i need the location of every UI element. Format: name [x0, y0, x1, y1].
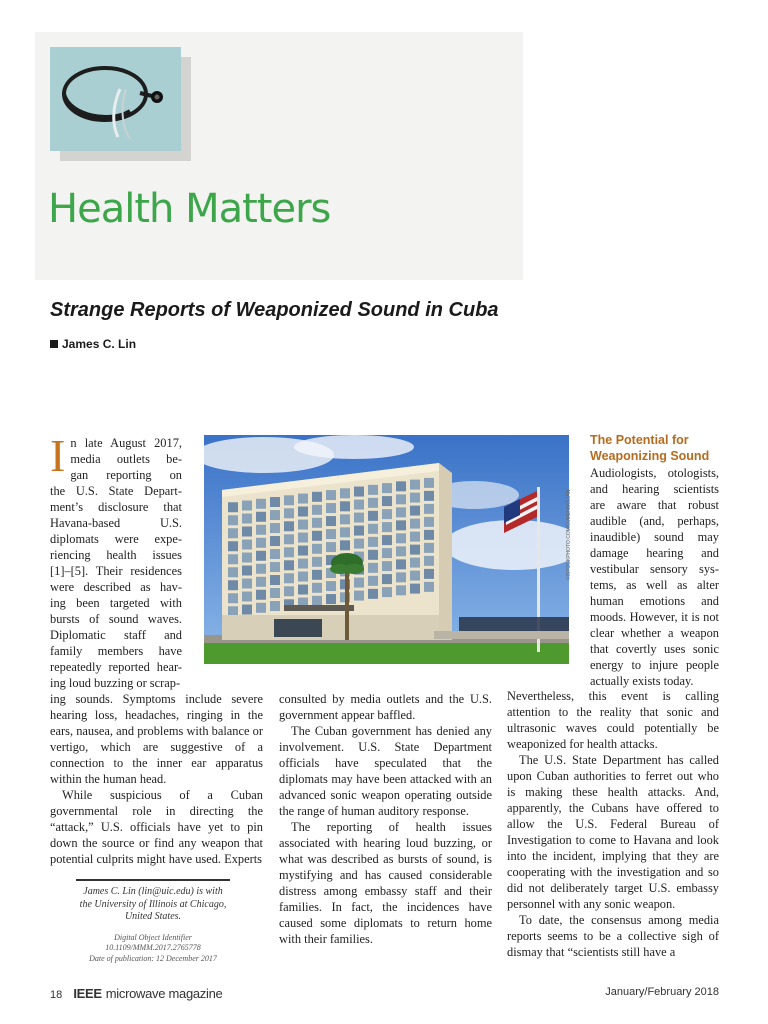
paragraph: The U.S. State Department has called upon Cuban authorities to ferret out who is making these health attacks. And, apparently, the Cubans have offered to allow the U.S. Federal Bureau of Investigation to come to Havana and look into the incident, implying that they are cooperating with the investigation and so did not deliberately target U.S. embassy personnel with any sonic weapon.	[507, 753, 719, 911]
window	[396, 481, 406, 491]
doi: Digital Object Identifier 10.1109/MMM.2017.2765778	[105, 932, 201, 952]
window	[326, 594, 336, 604]
text-line: energy to injure people	[590, 658, 719, 672]
window	[228, 580, 238, 590]
col3-wrapped-lines	[590, 465, 719, 689]
text-line: [1]–[5]. Their residences	[50, 564, 182, 578]
window	[410, 558, 420, 568]
paragraph: The Cuban government has denied any involvement. U.S. State Department officials have speculated that the diplomats may have been attacked with an advanced sonic weapon operating outside the range of human auditory response.	[279, 724, 492, 818]
author-name: James C. Lin	[62, 337, 137, 351]
window	[256, 499, 266, 509]
window	[340, 488, 350, 498]
window	[354, 591, 364, 601]
text-line: media outlets be-	[70, 452, 182, 466]
window	[242, 553, 252, 563]
window	[410, 571, 420, 581]
text-line: n late August 2017,	[70, 436, 182, 450]
window	[242, 579, 252, 589]
column-title: Health Matters	[48, 186, 331, 232]
window	[368, 524, 378, 534]
window	[368, 537, 378, 547]
window	[270, 497, 280, 507]
text-line: were described as hav-	[50, 580, 182, 594]
window	[242, 527, 252, 537]
text-line: Diplomatic staff and	[50, 628, 182, 642]
window	[396, 533, 406, 543]
window	[396, 507, 406, 517]
window	[340, 514, 350, 524]
window	[410, 493, 420, 503]
paragraph: ing sounds. Symptoms include severe hearing loss, headaches, ringing in the ears, nausea, and problems with balance or vertigo, which are suggestive of a connection to the inner ear apparatus within the human head.	[50, 692, 263, 786]
text-line: are aware that robust	[590, 498, 719, 512]
doi-info	[76, 933, 230, 965]
photo-credit: ©ISTOCKPHOTO.COM/LUMENSOLIAN	[566, 489, 572, 580]
window	[326, 503, 336, 513]
section-heading: The Potential for Weaponizing Sound	[590, 433, 710, 463]
window	[326, 542, 336, 552]
drop-cap: I	[50, 430, 66, 481]
window	[382, 483, 392, 493]
window	[354, 578, 364, 588]
window	[298, 533, 308, 543]
publication-date: Date of publication: 12 December 2017	[89, 953, 217, 963]
window	[270, 510, 280, 520]
window	[326, 529, 336, 539]
window	[410, 545, 420, 555]
byline-square-icon	[50, 340, 58, 348]
footer-left	[50, 986, 222, 1001]
text-line: ing loud buzzing or scrap-	[50, 676, 181, 690]
window	[284, 495, 294, 505]
window	[256, 590, 266, 600]
text-line: audible (and, perhaps,	[590, 514, 719, 528]
window	[424, 556, 434, 566]
window	[326, 516, 336, 526]
window	[284, 508, 294, 518]
window	[242, 605, 252, 615]
window	[298, 520, 308, 530]
window	[312, 518, 322, 528]
paragraph: Nevertheless, this event is calling attention to the reality that sonic and ultrasonic waves could potentially be weaponized for health attacks.	[507, 689, 719, 751]
embassy-photo	[204, 435, 569, 664]
column-3-body	[507, 688, 719, 960]
window	[228, 541, 238, 551]
window	[340, 501, 350, 511]
stethoscope-icon	[50, 47, 181, 151]
window	[298, 494, 308, 504]
window	[368, 511, 378, 521]
window	[382, 522, 392, 532]
article-title: Strange Reports of Weaponized Sound in Cuba	[50, 299, 499, 321]
window	[312, 596, 322, 606]
issue-date: January/February 2018	[605, 986, 719, 998]
window	[354, 513, 364, 523]
text-line: repeatedly reported hear-	[50, 660, 182, 674]
window	[396, 494, 406, 504]
text-line: the U.S. State Depart-	[50, 484, 182, 498]
window	[270, 549, 280, 559]
window	[270, 562, 280, 572]
text-line: tems, as well as alter	[590, 578, 719, 592]
window	[326, 490, 336, 500]
column-3-top	[590, 432, 719, 689]
window	[382, 509, 392, 519]
window	[298, 585, 308, 595]
text-line: moods. However, it is not	[590, 610, 719, 624]
text-line: diplomats were expe-	[50, 532, 182, 546]
window	[424, 543, 434, 553]
window	[312, 531, 322, 541]
window	[312, 544, 322, 554]
window	[298, 546, 308, 556]
window	[382, 574, 392, 584]
window	[270, 601, 280, 611]
text-line: family members have	[50, 644, 182, 658]
text-line: Havana-based U.S.	[50, 516, 182, 530]
byline	[50, 337, 136, 351]
column-2-body	[279, 691, 492, 947]
magazine-brand: IEEE	[73, 986, 102, 1001]
window	[354, 526, 364, 536]
window	[410, 506, 420, 516]
window	[410, 519, 420, 529]
window	[382, 496, 392, 506]
window	[284, 521, 294, 531]
paragraph: While suspicious of a Cuban governmental role in directing the “attack,” U.S. officials have yet to pin down the source or find any weapon that potential culprits might have used. Experts	[50, 788, 263, 866]
window	[256, 512, 266, 522]
window	[368, 563, 378, 573]
window	[368, 485, 378, 495]
window	[256, 603, 266, 613]
window	[368, 550, 378, 560]
text-line: actually exists today.	[590, 674, 694, 688]
window	[326, 581, 336, 591]
window	[256, 538, 266, 548]
window	[298, 559, 308, 569]
text-line: clear whether a weapon	[590, 626, 719, 640]
text-line: bursts of sound waves.	[50, 612, 182, 626]
window	[228, 606, 238, 616]
window	[298, 572, 308, 582]
window	[284, 586, 294, 596]
window	[256, 551, 266, 561]
window	[340, 527, 350, 537]
text-line: riencing health issues	[50, 548, 182, 562]
paragraph: To date, the consensus among media reports seems to be a collective sigh of dismay that “scientists still have a	[507, 913, 719, 959]
text-line: ment’s disclosure that	[50, 500, 182, 514]
window	[354, 500, 364, 510]
window	[396, 572, 406, 582]
window	[354, 487, 364, 497]
window	[284, 547, 294, 557]
window	[228, 554, 238, 564]
window	[284, 534, 294, 544]
window	[424, 478, 434, 488]
window	[424, 569, 434, 579]
window	[242, 540, 252, 550]
window	[424, 517, 434, 527]
text-line: gan reporting on	[70, 468, 182, 482]
window	[284, 560, 294, 570]
paragraph: The reporting of health issues associated with hearing loud buzzing, or what was described as bursts of sound, is mystifying and has caused considerable distress among embassy staff and their families. In fact, the incidences have caused some diplomats to return home with their families.	[279, 820, 492, 946]
window	[368, 576, 378, 586]
text-line: Audiologists, otologists,	[590, 466, 719, 480]
window	[424, 491, 434, 501]
col1-wrapped-lines	[50, 430, 182, 691]
window	[382, 548, 392, 558]
window	[354, 539, 364, 549]
window	[242, 566, 252, 576]
window	[368, 589, 378, 599]
window	[312, 583, 322, 593]
text-line: human emotions and	[590, 594, 719, 608]
text-line: inaudible) sound may	[590, 530, 719, 544]
window	[242, 501, 252, 511]
window	[228, 567, 238, 577]
window	[424, 504, 434, 514]
window	[396, 585, 406, 595]
window	[228, 528, 238, 538]
window	[312, 505, 322, 515]
text-line: that covertly uses sonic	[590, 642, 719, 656]
window	[284, 573, 294, 583]
magazine-title: microwave magazine	[105, 986, 223, 1001]
window	[270, 575, 280, 585]
window	[270, 536, 280, 546]
window	[256, 564, 266, 574]
window	[396, 546, 406, 556]
window	[270, 588, 280, 598]
window	[382, 535, 392, 545]
text-line: damage hearing and	[590, 546, 719, 560]
window	[256, 577, 266, 587]
paragraph: consulted by media outlets and the U.S. government appear baffled.	[279, 692, 492, 722]
author-info-box	[76, 879, 230, 964]
window	[312, 557, 322, 567]
author-bio: James C. Lin (lin@uic.edu) is with the University of Illinois at Chicago, United States.	[79, 886, 227, 922]
text-line: and hearing scientists	[590, 482, 719, 496]
window	[228, 515, 238, 525]
page-number: 18	[50, 989, 63, 1001]
window	[228, 502, 238, 512]
window	[312, 492, 322, 502]
window	[368, 498, 378, 508]
window	[270, 523, 280, 533]
column-1-top	[50, 430, 182, 691]
magazine-name	[73, 986, 222, 1001]
window	[242, 514, 252, 524]
window	[382, 561, 392, 571]
window	[340, 540, 350, 550]
window	[382, 587, 392, 597]
window	[424, 582, 434, 592]
column-1-body	[50, 691, 263, 867]
text-line: ing been targeted with	[50, 596, 182, 610]
window	[396, 559, 406, 569]
window	[312, 570, 322, 580]
window	[410, 532, 420, 542]
window	[228, 593, 238, 603]
window	[396, 520, 406, 530]
window	[256, 525, 266, 535]
window	[410, 480, 420, 490]
window	[242, 592, 252, 602]
window	[424, 530, 434, 540]
window	[298, 507, 308, 517]
text-line: vestibular sensory sys-	[590, 562, 719, 576]
window	[410, 584, 420, 594]
